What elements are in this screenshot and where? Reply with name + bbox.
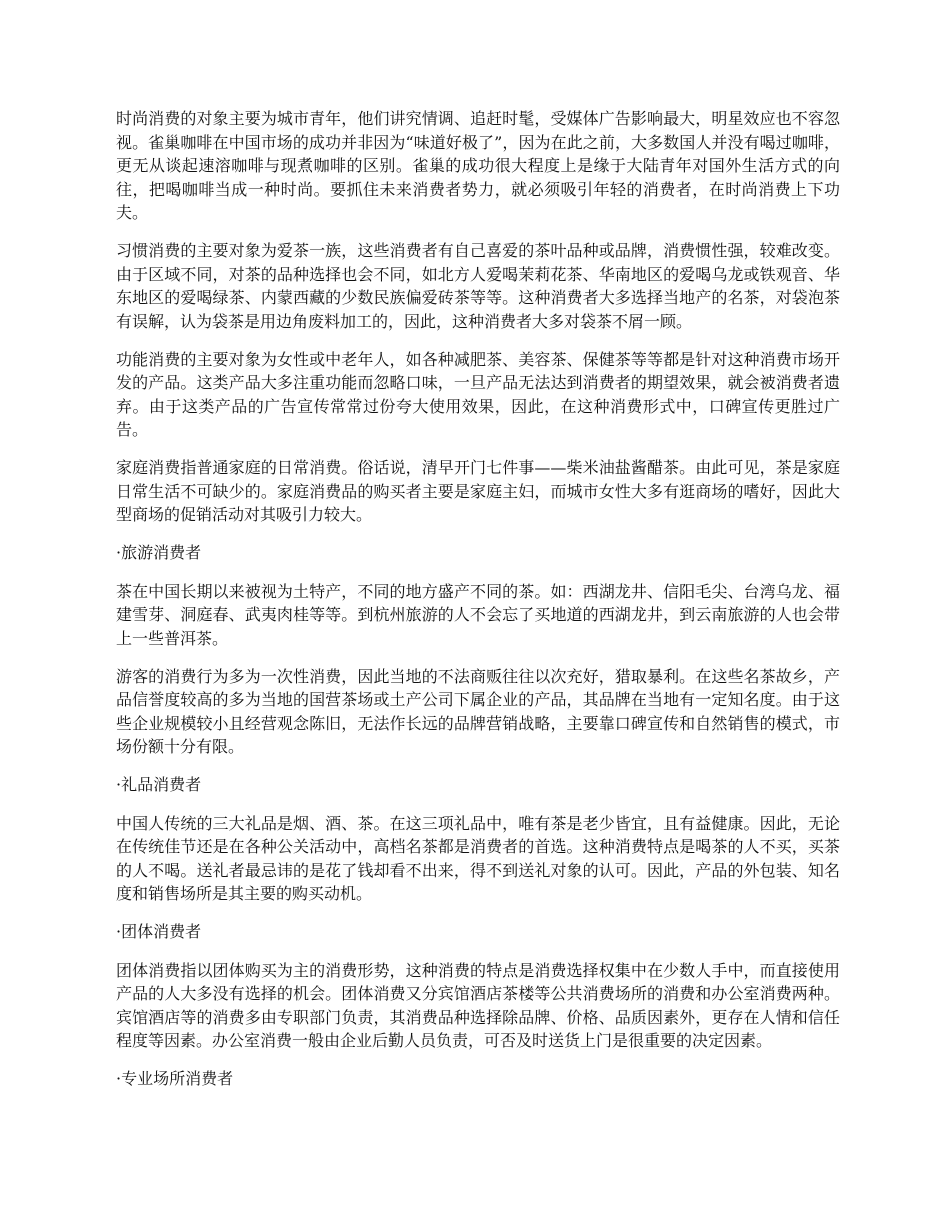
section-heading-group: ·团体消费者 — [116, 922, 202, 941]
paragraph-tourism-behavior: 游客的消费行为多为一次性消费，因此当地的不法商贩往往以次充好，猎取暴利。在这些名茶故乡，产品信誉度较高的多为当地的国营茶场或土产公司下属企业的产品，其品牌在当地有一定知名度。由于这些企业规模较小且经营观念陈旧，无法作长远的品牌营销战略，主要靠口碑宣传和自然销售的模式，市场份额十分有限。 — [116, 666, 840, 756]
section-heading-professional-venue: ·专业场所消费者 — [116, 1069, 234, 1088]
paragraph-tourism-specialty: 茶在中国长期以来被视为土特产，不同的地方盛产不同的茶。如：西湖龙井、信阳毛尖、台湾乌龙、福建雪芽、洞庭春、武夷肉桂等等。到杭州旅游的人不会忘了买地道的西湖龙井，到云南旅游的人也会带上一些普洱茶。 — [116, 581, 840, 648]
section-heading-gift: ·礼品消费者 — [116, 775, 202, 794]
section-heading-tourism: ·旅游消费者 — [116, 543, 202, 562]
paragraph-habit-consumption: 习惯消费的主要对象为爱茶一族，这些消费者有自己喜爱的茶叶品种或品牌，消费惯性强，较难改变。由于区域不同，对茶的品种选择也会不同，如北方人爱喝茉莉花茶、华南地区的爱喝乌龙或铁观音、华东地区的爱喝绿茶、内蒙西藏的少数民族偏爱砖茶等等。这种消费者大多选择当地产的名茶，对袋泡茶有误解，认为袋茶是用边角废料加工的，因此，这种消费者大多对袋茶不屑一顾。 — [116, 241, 840, 331]
paragraph-function-consumption: 功能消费的主要对象为女性或中老年人，如各种减肥茶、美容茶、保健茶等等都是针对这种消费市场开发的产品。这类产品大多注重功能而忽略口味，一旦产品无法达到消费者的期望效果，就会被消费者遗弃。由于这类产品的广告宣传常常过份夸大使用效果，因此，在这种消费形式中，口碑宣传更胜过广告。 — [116, 349, 840, 439]
paragraph-family-consumption: 家庭消费指普通家庭的日常消费。俗话说，清早开门七件事——柴米油盐酱醋茶。由此可见，茶是家庭日常生活不可缺少的。家庭消费品的购买者主要是家庭主妇，而城市女性大多有逛商场的嗜好，因此大型商场的促销活动对其吸引力较大。 — [116, 458, 840, 524]
paragraph-gift-consumption: 中国人传统的三大礼品是烟、酒、茶。在这三项礼品中，唯有茶是老少皆宜，且有益健康。因此，无论在传统佳节还是在各种公关活动中，高档名茶都是消费者的首选。这种消费特点是喝茶的人不买，买茶的人不喝。送礼者最忌讳的是花了钱却看不出来，得不到送礼对象的认可。因此，产品的外包装、知名度和销售场所是其主要的购买动机。 — [116, 813, 840, 903]
paragraph-fashion-consumption: 时尚消费的对象主要为城市青年，他们讲究情调、追赶时髦，受媒体广告影响最大，明星效应也不容忽视。雀巢咖啡在中国市场的成功并非因为“味道好极了”，因为在此之前，大多数国人并没有喝过咖啡，更无从谈起速溶咖啡与现煮咖啡的区别。雀巢的成功很大程度上是缘于大陆青年对国外生活方式的向往，把喝咖啡当成一种时尚。要抓住未来消费者势力，就必须吸引年轻的消费者，在时尚消费上下功夫。 — [116, 109, 840, 222]
paragraph-group-consumption: 团体消费指以团体购买为主的消费形势，这种消费的特点是消费选择权集中在少数人手中，而直接使用产品的人大多没有选择的机会。团体消费又分宾馆酒店茶楼等公共消费场所的消费和办公室消费两种。宾馆酒店等的消费多由专职部门负责，其消费品种选择除品牌、价格、品质因素外，更存在人情和信任程度等因素。办公室消费一般由企业后勤人员负责，可否及时送货上门是很重要的决定因素。 — [116, 960, 840, 1050]
document-body — [116, 107, 840, 1106]
